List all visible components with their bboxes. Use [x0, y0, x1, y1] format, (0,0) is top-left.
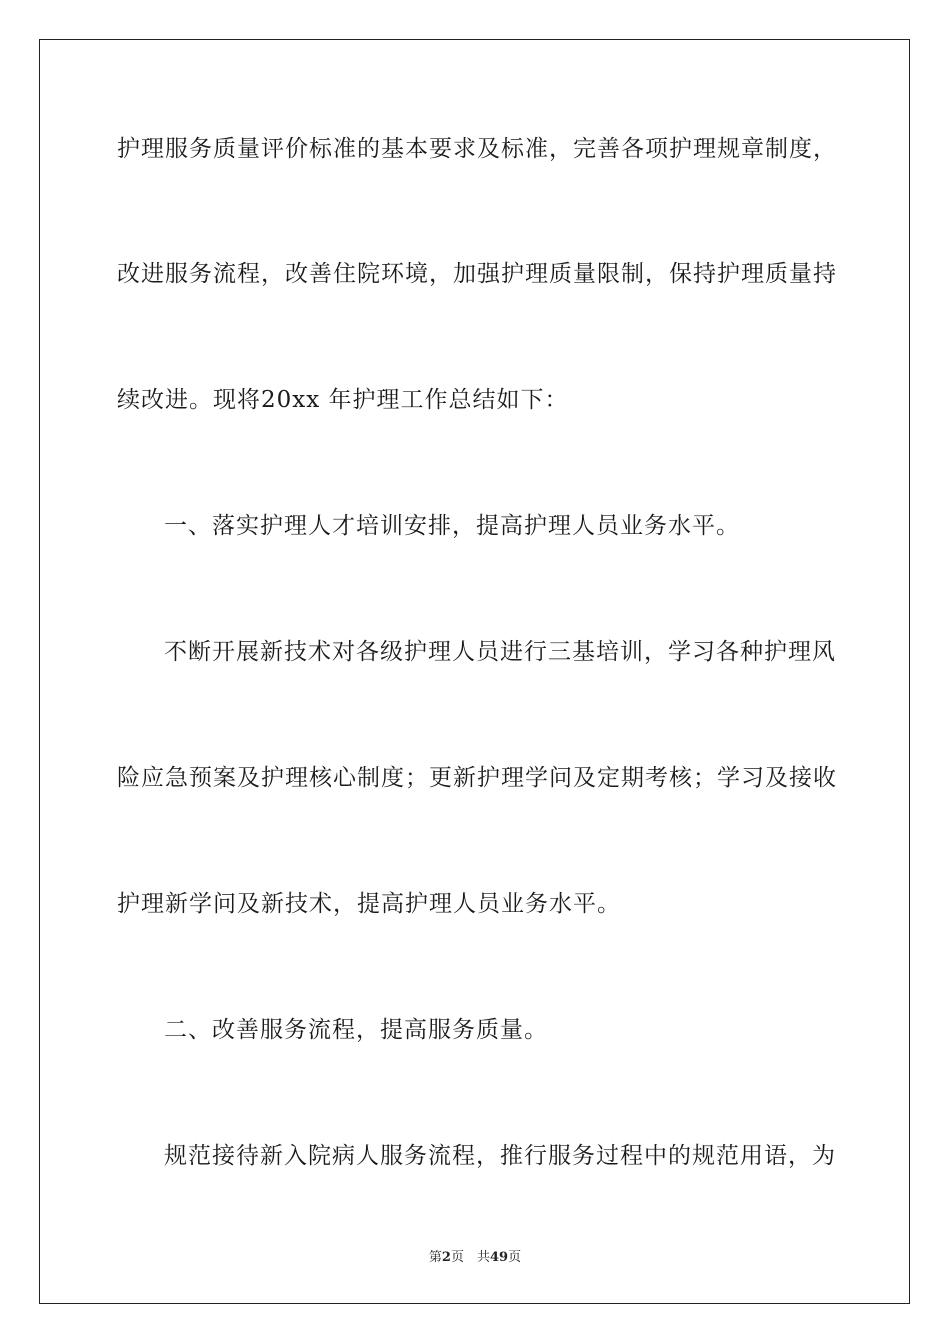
text-line-6: 险应急预案及护理核心制度；更新护理学问及定期考核；学习及接收	[117, 765, 837, 791]
footer-suffix: 页	[508, 1250, 522, 1265]
footer-middle: 页 共	[450, 1250, 490, 1265]
page-footer	[0, 1246, 950, 1265]
text-line-5: 不断开展新技术对各级护理人员进行三基培训，学习各种护理风	[164, 639, 836, 665]
page-border	[39, 39, 910, 1304]
text-line-9: 规范接待新入院病人服务流程，推行服务过程中的规范用语，为	[164, 1143, 836, 1169]
text-line-3: 续改进。现将20xx 年护理工作总结如下：	[117, 387, 569, 413]
footer-page-number: 2	[441, 1250, 451, 1265]
text-line-2: 改进服务流程，改善住院环境，加强护理质量限制，保持护理质量持	[117, 261, 837, 287]
footer-total-pages: 49	[489, 1250, 509, 1265]
text-line-7: 护理新学问及新技术，提高护理人员业务水平。	[117, 891, 621, 917]
text-line-1: 护理服务质量评价标准的基本要求及标准，完善各项护理规章制度，	[117, 136, 837, 162]
footer-prefix: 第	[428, 1250, 442, 1265]
section-heading-1: 一、落实护理人才培训安排，提高护理人员业务水平。	[164, 513, 740, 539]
section-heading-2: 二、改善服务流程，提高服务质量。	[164, 1017, 548, 1043]
